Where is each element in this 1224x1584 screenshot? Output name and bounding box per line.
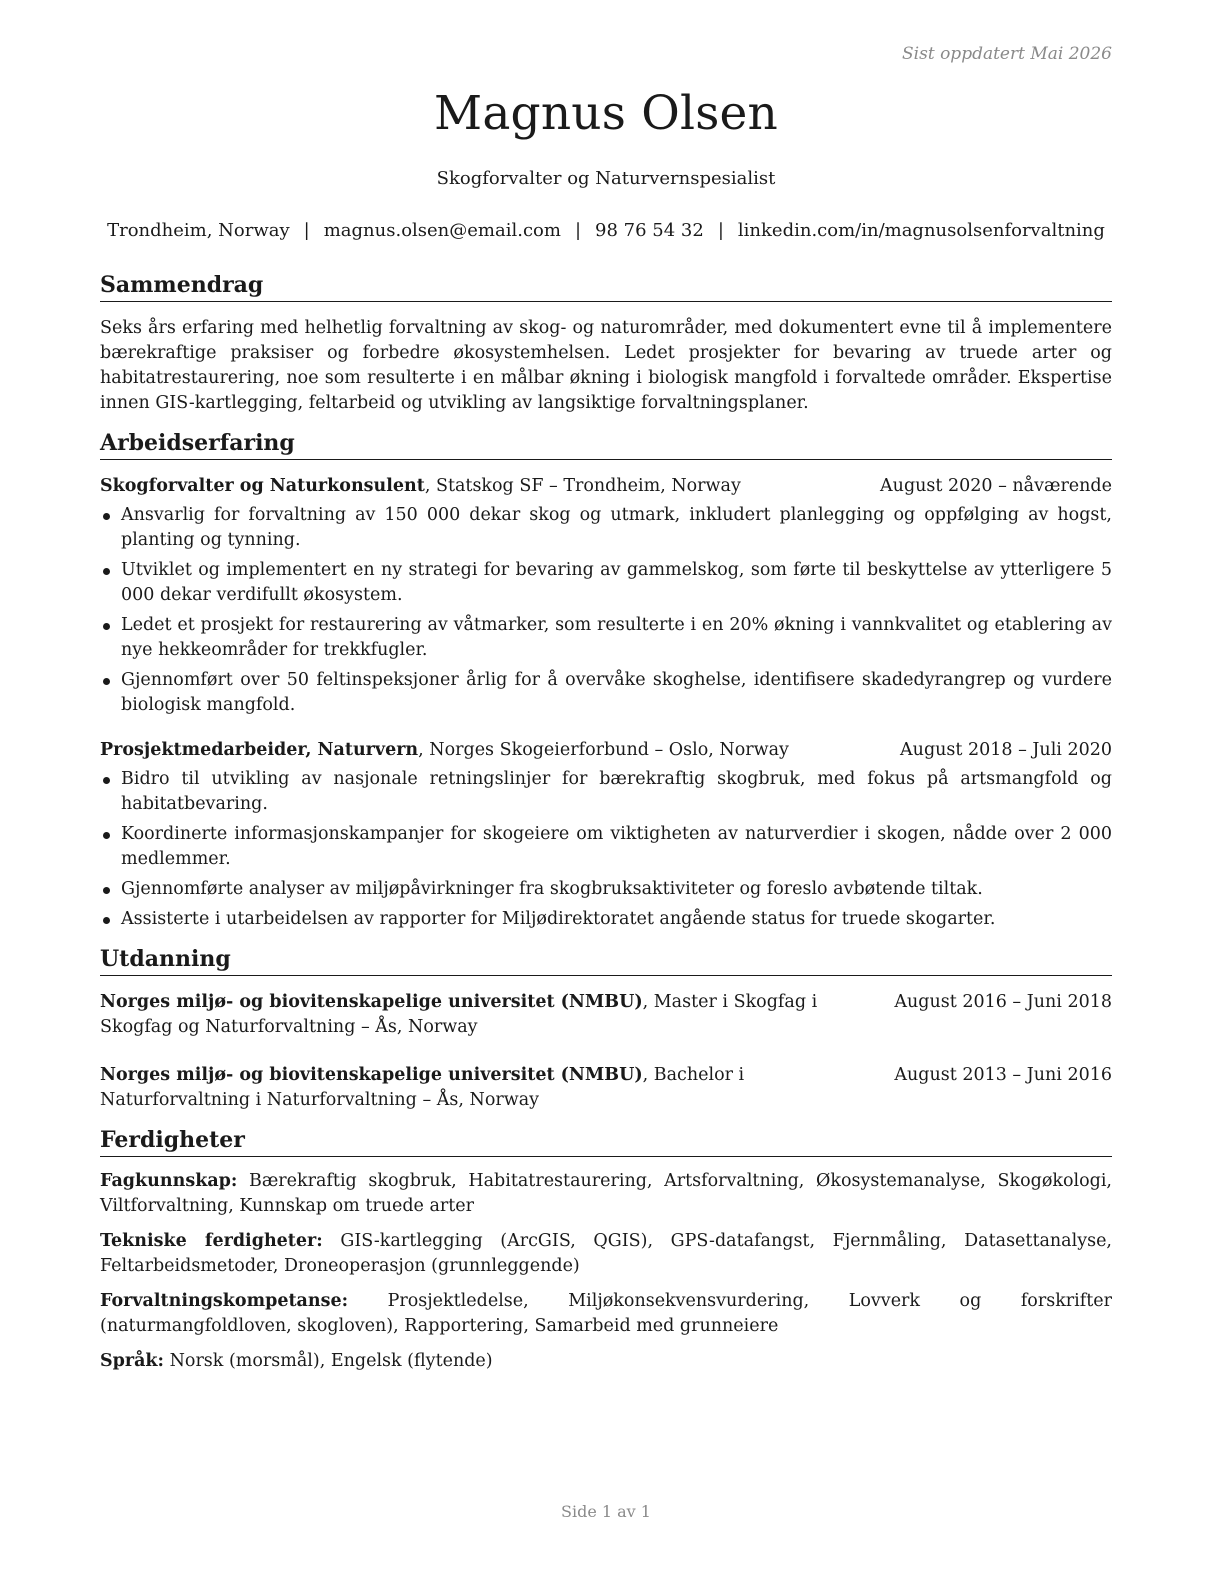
skills-section (100, 1125, 1112, 1374)
skill-label: Fagkunnskap: (100, 1171, 238, 1191)
job-entry (100, 738, 1112, 932)
section-title-skills: Ferdigheter (100, 1125, 1112, 1157)
skill-row (100, 1169, 1112, 1219)
job-bullets (100, 503, 1112, 718)
contact-separator: | (717, 220, 724, 241)
job-header (100, 474, 1112, 499)
skill-label: Språk: (100, 1351, 165, 1371)
education-entry (100, 1063, 1112, 1113)
education-school: Norges miljø- og biovitenskapelige universitet (NMBU) (100, 992, 643, 1012)
summary-text: Seks års erfaring med helhetlig forvaltning av skog- og naturområder, med dokumentert evne til å implementere bærekraftige praksiser og forbedre økosystemhelsen. Ledet prosjekter for bevaring av truede arter og habitatrestaurering, noe som resulterte i en målbar økning i biologisk mangfold i forvaltede områder. Ekspertise innen GIS-kartlegging, feltarbeid og utvikling av langsiktige forvaltningsplaner. (100, 318, 1112, 413)
resume-content (100, 270, 1112, 1386)
contact-separator: | (574, 220, 582, 241)
skill-text: Norsk (morsmål), Engelsk (flytende) (164, 1351, 493, 1371)
job-bullet: Assisterte i utarbeidelsen av rapporter for Miljødirektoratet angående status for truede skogarter. (100, 907, 1112, 932)
job-entry (100, 474, 1112, 718)
skill-text: Prosjektledelse, Miljøkonsekvensvurdering, Lovverk og forskrifter (naturmangfoldloven, skogloven), Rapportering, Samarbeid med grunneiere (100, 1291, 1112, 1336)
job-bullet: Koordinerte informasjonskampanjer for skogeiere om viktigheten av naturverdier i skogen, nådde over 2 000 medlemmer. (100, 822, 1112, 872)
education-school: Norges miljø- og biovitenskapelige universitet (NMBU) (100, 1065, 643, 1085)
job-bullet: Bidro til utvikling av nasjonale retningslinjer for bærekraftig skogbruk, med fokus på artsmangfold og habitatbevaring. (100, 767, 1112, 817)
section-title-education: Utdanning (100, 944, 1112, 976)
skill-text: Bærekraftig skogbruk, Habitatrestaurering, Artsforvaltning, Økosystemanalyse, Skogøkologi, Viltforvaltning, Kunnskap om truede arter (100, 1171, 1112, 1216)
job-bullet: Gjennomførte analyser av miljøpåvirkninger fra skogbruksaktiviteter og foreslo avbøtende tiltak. (100, 877, 1112, 902)
job-dates: August 2020 – nåværende (880, 476, 1112, 496)
skill-label: Forvaltningskompetanse: (100, 1291, 349, 1311)
education-dates: August 2013 – Juni 2016 (894, 1065, 1112, 1085)
skill-row (100, 1289, 1112, 1339)
education-degree: , Bachelor i Naturforvaltning i Naturforvaltning – Ås, Norway (100, 1065, 745, 1110)
job-bullet: Ledet et prosjekt for restaurering av våtmarker, som resulterte i en 20% økning i vannkvalitet og etablering av nye hekkeområder for trekkfugler. (100, 613, 1112, 663)
job-role: Prosjektmedarbeider, Naturvern (100, 740, 419, 760)
section-title-summary: Sammendrag (100, 270, 1112, 302)
summary-section (100, 270, 1112, 416)
last-updated: Sist oppdatert Mai 2026 (902, 44, 1112, 64)
candidate-tagline: Skogforvalter og Naturvernspesialist (436, 168, 776, 189)
job-bullet: Gjennomført over 50 feltinspeksjoner årlig for å overvåke skoghelse, identifisere skadedyrangrep og vurdere biologisk mangfold. (100, 668, 1112, 718)
job-org: , Statskog SF – Trondheim, Norway (424, 476, 741, 496)
contact-separator: | (303, 220, 310, 241)
education-degree: , Master i Skogfag i Skogfag og Naturforvaltning – Ås, Norway (100, 992, 818, 1037)
job-bullets (100, 767, 1112, 932)
skill-label: Tekniske ferdigheter: (100, 1231, 323, 1251)
contact-linkedin[interactable]: linkedin.com/in/magnusolsenforvaltning (737, 220, 1105, 241)
job-org: , Norges Skogeierforbund – Oslo, Norway (418, 740, 789, 760)
job-role: Skogforvalter og Naturkonsulent (100, 476, 425, 496)
education-entry (100, 990, 1112, 1040)
job-bullet: Utviklet og implementert en ny strategi for bevaring av gammelskog, som førte til beskyttelse av ytterligere 5 000 dekar verdifullt økosystem. (100, 558, 1112, 608)
education-section (100, 944, 1112, 1113)
skill-text: GIS-kartlegging (ArcGIS, QGIS), GPS-datafangst, Fjernmåling, Datasettanalyse, Feltarbeidsmetoder, Droneoperasjon (grunnleggende) (100, 1231, 1112, 1276)
section-title-experience: Arbeidserfaring (100, 428, 1112, 460)
experience-section (100, 428, 1112, 932)
contact-phone: 98 76 54 32 (595, 220, 704, 241)
job-bullet: Ansvarlig for forvaltning av 150 000 dekar skog og utmark, inkludert planlegging og oppfølging av hogst, planting og tynning. (100, 503, 1112, 553)
candidate-name: Magnus Olsen (434, 86, 778, 141)
contact-line (70, 220, 1142, 241)
contact-location: Trondheim, Norway (107, 220, 290, 241)
job-header (100, 738, 1112, 763)
skill-row (100, 1229, 1112, 1279)
education-dates: August 2016 – Juni 2018 (894, 992, 1112, 1012)
page-number: Side 1 av 1 (561, 1502, 651, 1521)
job-dates: August 2018 – Juli 2020 (900, 740, 1112, 760)
skill-row (100, 1349, 1112, 1374)
contact-email[interactable]: magnus.olsen@email.com (323, 220, 561, 241)
